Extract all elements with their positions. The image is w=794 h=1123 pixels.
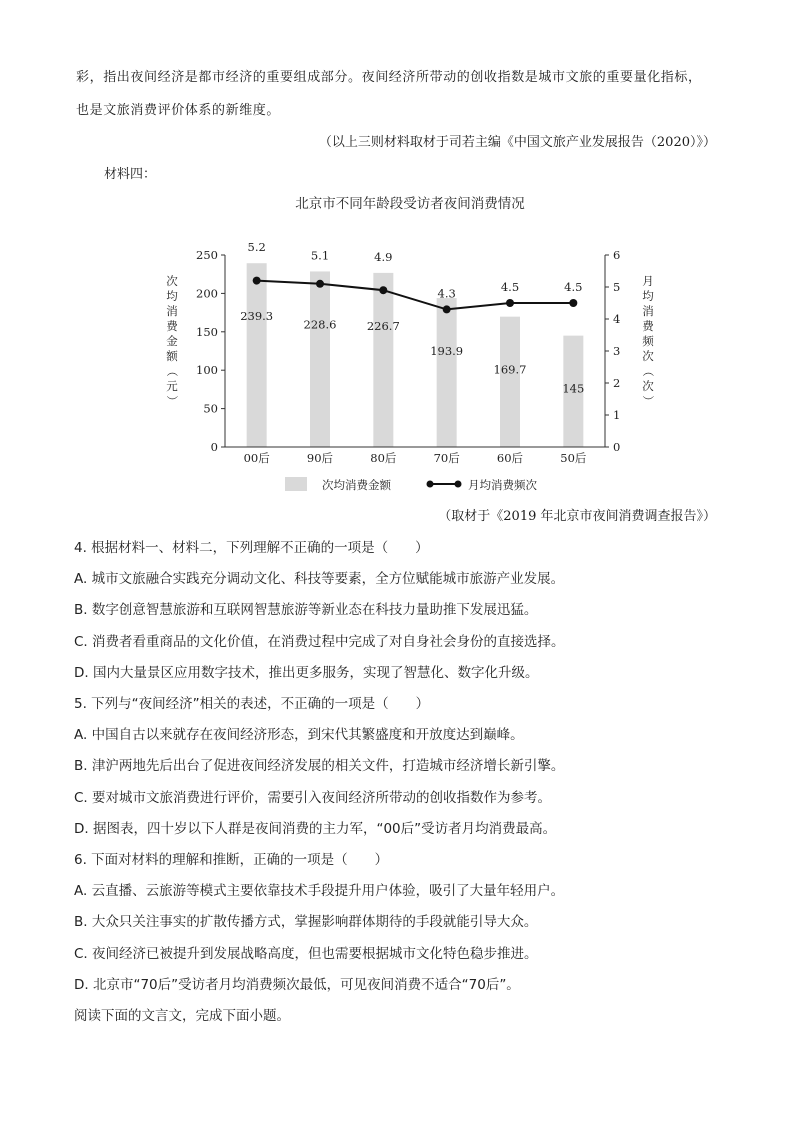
bar-value-label: 145 bbox=[562, 381, 585, 396]
bar-60后 bbox=[500, 317, 520, 447]
right-tick-label: 4 bbox=[613, 312, 621, 326]
left-tick-label: 200 bbox=[196, 286, 218, 301]
category-label: 90后 bbox=[306, 451, 334, 465]
closing-instruction: 阅读下面的文言文，完成下面小题。 bbox=[74, 1008, 290, 1024]
bar-value-label: 169.7 bbox=[493, 362, 527, 377]
category-label: 70后 bbox=[433, 451, 460, 465]
left-axis-title-char: 额 bbox=[166, 349, 178, 363]
frequency-value-label: 4.3 bbox=[437, 286, 456, 301]
materials-source: （以上三则材料取材于司若主编《中国文旅产业发展报告（2020）》） bbox=[318, 135, 716, 150]
frequency-point bbox=[253, 277, 261, 285]
left-tick-label: 0 bbox=[210, 440, 218, 454]
legend-bar-swatch bbox=[285, 477, 307, 491]
bar-value-label: 193.9 bbox=[430, 344, 464, 359]
left-tick-label: 50 bbox=[203, 401, 218, 416]
question-5-option-a: A. 中国自古以来就存在夜间经济形态，到宋代其繁盛度和开放度达到巅峰。 bbox=[74, 727, 524, 744]
question-4-option-a: A. 城市文旅融合实践充分调动文化、科技等要素，全方位赋能城市旅游产业发展。 bbox=[74, 571, 565, 588]
left-axis-title-char: （ bbox=[165, 365, 179, 377]
intro-line-1: 彩，指出夜间经济是都市经济的重要组成部分。夜间经济所带动的创收指数是城市文旅的重要量化指标， bbox=[76, 70, 702, 85]
chart-source: （取材于《2019 年北京市夜间消费调查报告》） bbox=[438, 509, 716, 524]
legend-bar-label: 次均消费金额 bbox=[322, 478, 391, 492]
bar-value-label: 239.3 bbox=[240, 309, 274, 324]
frequency-point bbox=[443, 305, 451, 313]
right-tick-label: 5 bbox=[613, 280, 621, 294]
frequency-point bbox=[569, 299, 577, 307]
bar-value-label: 226.7 bbox=[366, 318, 400, 333]
left-tick-label: 250 bbox=[196, 248, 218, 262]
left-axis-title-char: 元 bbox=[166, 379, 178, 393]
right-tick-label: 1 bbox=[613, 408, 621, 422]
chart-title: 北京市不同年龄段受访者夜间消费情况 bbox=[295, 196, 525, 212]
right-tick-label: 0 bbox=[613, 440, 621, 454]
question-6-option-c: C. 夜间经济已被提升到发展战略高度，但也需要根据城市文化特色稳步推进。 bbox=[74, 945, 538, 962]
question-6-option-b: B. 大众只关注事实的扩散传播方式，掌握影响群体期待的手段就能引导大众。 bbox=[74, 914, 538, 931]
frequency-point bbox=[506, 299, 514, 307]
intro-line-2: 也是文旅消费评价体系的新维度。 bbox=[76, 103, 281, 118]
question-6-option-d: D. 北京市“70后”受访者月均消费频次最低，可见夜间消费不适合“70后”。 bbox=[74, 976, 520, 993]
bar-90后 bbox=[310, 271, 330, 447]
material-four-label: 材料四： bbox=[104, 167, 157, 182]
right-axis-title-char: 消 bbox=[642, 304, 654, 318]
left-axis-title-char: 均 bbox=[166, 289, 178, 303]
question-4-option-d: D. 国内大量景区应用数字技术，推出更多服务，实现了智慧化、数字化升级。 bbox=[74, 664, 539, 681]
question-5-option-b: B. 津沪两地先后出台了促进夜间经济发展的相关文件，打造城市经济增长新引擎。 bbox=[74, 758, 565, 775]
right-tick-label: 2 bbox=[613, 376, 621, 390]
question-5-option-d: D. 据图表，四十岁以下人群是夜间消费的主力军，“00后”受访者月均消费最高。 bbox=[74, 820, 557, 837]
bar-00后 bbox=[247, 263, 267, 447]
left-axis-title-char: 消 bbox=[166, 304, 178, 318]
left-tick-label: 150 bbox=[196, 324, 218, 339]
left-axis-title-char: 次 bbox=[166, 274, 178, 288]
right-axis-title-char: 均 bbox=[642, 289, 654, 303]
left-axis-title-char: 金 bbox=[166, 334, 178, 348]
category-label: 80后 bbox=[370, 451, 397, 465]
question-6-option-a: A. 云直播、云旅游等模式主要依靠技术手段提升用户体验，吸引了大量年轻用户。 bbox=[74, 883, 565, 900]
question-4-stem: 4. 根据材料一、材料二，下列理解不正确的一项是（ ） bbox=[74, 540, 429, 556]
frequency-line bbox=[257, 281, 574, 310]
right-axis-title-char: 频 bbox=[642, 334, 654, 348]
left-axis-title-char: 费 bbox=[166, 319, 178, 333]
question-5-stem: 5. 下列与“夜间经济”相关的表述，不正确的一项是（ ） bbox=[74, 696, 430, 712]
right-tick-label: 3 bbox=[613, 344, 621, 358]
bar-70后 bbox=[437, 298, 457, 447]
right-axis-title-char: 次 bbox=[642, 379, 654, 393]
question-5-option-c: C. 要对城市文旅消费进行评价，需要引入夜间经济所带动的创收指数作为参考。 bbox=[74, 789, 552, 806]
frequency-value-label: 4.9 bbox=[374, 249, 393, 264]
frequency-value-label: 4.5 bbox=[564, 280, 583, 294]
category-label: 60后 bbox=[496, 451, 524, 465]
category-label: 00后 bbox=[243, 451, 270, 465]
legend-line-label: 月均消费频次 bbox=[468, 478, 537, 492]
right-axis-title-char: （ bbox=[641, 365, 655, 377]
frequency-point bbox=[316, 280, 324, 288]
bar-80后 bbox=[373, 273, 393, 447]
right-axis-title-char: 次 bbox=[642, 349, 654, 363]
frequency-value-label: 5.1 bbox=[310, 248, 330, 263]
left-tick-label: 100 bbox=[196, 363, 218, 378]
right-axis-title-char: 费 bbox=[642, 319, 654, 333]
right-axis-title-char: ） bbox=[641, 395, 655, 407]
right-axis-title-char: 月 bbox=[642, 274, 654, 288]
night-consumption-chart bbox=[150, 185, 670, 505]
frequency-point bbox=[379, 286, 387, 294]
frequency-value-label: 5.2 bbox=[247, 240, 266, 255]
left-axis-title-char: ） bbox=[165, 395, 179, 407]
bar-value-label: 228.6 bbox=[303, 317, 337, 332]
category-label: 50后 bbox=[560, 451, 587, 465]
right-tick-label: 6 bbox=[613, 248, 621, 262]
frequency-value-label: 4.5 bbox=[500, 280, 520, 294]
question-6-stem: 6. 下面对材料的理解和推断，正确的一项是（ ） bbox=[74, 852, 389, 868]
question-4-option-c: C. 消费者看重商品的文化价值，在消费过程中完成了对自身社会身份的直接选择。 bbox=[74, 633, 565, 650]
question-4-option-b: B. 数字创意智慧旅游和互联网智慧旅游等新业态在科技力量助推下发展迅猛。 bbox=[74, 602, 538, 619]
